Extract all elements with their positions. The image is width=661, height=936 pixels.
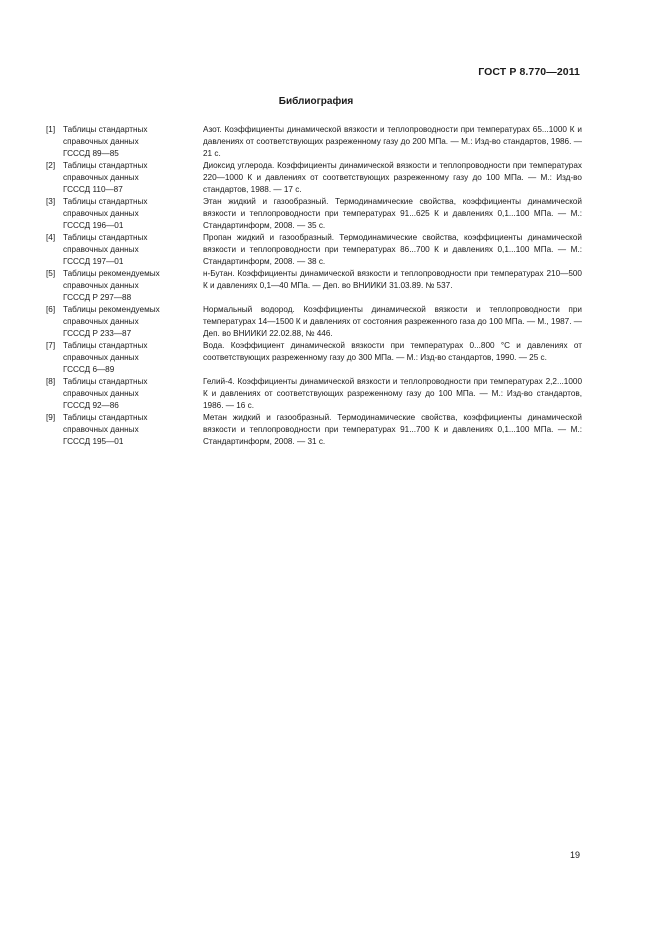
entry-description: Пропан жидкий и газообразный. Термодинамические свойства, коэффициенты динамической вязкости и теплопроводности при температурах 86...700 К и давлениях 0,1...100 МПа. — М.: Стандартинформ, 2008. — 38 с.	[203, 233, 582, 266]
entry-source	[63, 124, 203, 160]
entry-source-line: ГСССД Р 233—87	[63, 329, 132, 338]
entry-number: [5]	[46, 269, 56, 278]
entry-source-line: Таблицы стандартных	[63, 197, 148, 206]
entry-source-line: Таблицы стандартных	[63, 341, 148, 350]
entry-description: Вода. Коэффициент динамической вязкости при температурах 0...800 °С и давлениях от соответствующих разреженному газу до 300 МПа. — М.: Изд-во стандартов, 1990. — 25 с.	[203, 341, 582, 362]
entry-source-line: справочных данных	[63, 137, 139, 146]
entry-source-line: справочных данных	[63, 425, 139, 434]
entry-source	[63, 304, 203, 340]
entry-source-line: справочных данных	[63, 353, 139, 362]
entry-description: Диоксид углерода. Коэффициенты динамической вязкости и теплопроводности при температурах 220—1000 К и давлениях от соответствующих разреженному газу до 100 МПа. — М.: Изд-во стандартов, 1988. — 17 с.	[203, 161, 582, 194]
entry-source-line: Таблицы стандартных	[63, 413, 148, 422]
entry-source-line: Таблицы стандартных	[63, 161, 148, 170]
bibliography-entry	[46, 160, 582, 196]
entry-source-line: ГСССД 89—85	[63, 149, 119, 158]
entry-number: [3]	[46, 197, 56, 206]
entry-number: [2]	[46, 161, 56, 170]
entry-source-line: ГСССД 110—87	[63, 185, 123, 194]
entry-source-line: справочных данных	[63, 245, 139, 254]
page-title: Библиография	[278, 96, 354, 107]
entry-source	[63, 196, 203, 232]
page-number: 19	[569, 850, 580, 860]
bibliography-entry	[46, 340, 582, 376]
entry-source	[63, 160, 203, 196]
bibliography-entry	[46, 196, 582, 232]
entry-source	[63, 412, 203, 448]
bibliography-entry	[46, 376, 582, 412]
entry-source	[63, 268, 203, 304]
entry-source	[63, 376, 203, 412]
entry-number: [6]	[46, 305, 56, 314]
entry-source-line: ГСССД 197—01	[63, 257, 124, 266]
entry-source-line: справочных данных	[63, 281, 139, 290]
entry-source-line: ГСССД 6—89	[63, 365, 115, 374]
entry-description: Нормальный водород. Коэффициенты динамической вязкости и теплопроводности при температурах 14—1500 К и давлениях от состояния разреженного газа до 100 МПа. — М., 1987. — Деп. во ВНИИКИ 22.02.88, № 446.	[203, 305, 582, 338]
bibliography-entry	[46, 412, 582, 448]
entry-source-line: ГСССД 196—01	[63, 221, 124, 230]
entry-source	[63, 232, 203, 268]
bibliography-list	[46, 124, 582, 448]
entry-number: [4]	[46, 233, 56, 242]
bibliography-entry	[46, 268, 582, 304]
bibliography-entry	[46, 124, 582, 160]
entry-source-line: Таблицы стандартных	[63, 377, 148, 386]
entry-source	[63, 340, 203, 376]
entry-source-line: ГСССД 195—01	[63, 437, 124, 446]
entry-description: Гелий-4. Коэффициенты динамической вязкости и теплопроводности при температурах 2,2...1000 К и давлениях от соответствующих разреженному газу до 100 МПа. — М.: Изд-во стандартов, 1986. — 16 с.	[203, 377, 582, 410]
entry-source-line: справочных данных	[63, 389, 139, 398]
entry-description: Азот. Коэффициенты динамической вязкости и теплопроводности при температурах 65...1000 К и давлениях от соответствующих разреженному газу до 200 МПа. — М.: Изд-во стандартов, 1986. — 21 с.	[203, 125, 582, 158]
bibliography-entry	[46, 304, 582, 340]
entry-source-line: Таблицы рекомендуемых	[63, 305, 160, 314]
entry-number: [7]	[46, 341, 56, 350]
bibliography-entry	[46, 232, 582, 268]
entry-number: [9]	[46, 413, 56, 422]
entry-description: Метан жидкий и газообразный. Термодинамические свойства, коэффициенты динамической вязкости и теплопроводности при температурах 91...700 К и давлениях 0,1...100 МПа. — М.: Стандартинформ, 2008. — 31 с.	[203, 413, 582, 446]
entry-source-line: справочных данных	[63, 209, 139, 218]
entry-source-line: ГСССД 92—86	[63, 401, 119, 410]
entry-source-line: Таблицы рекомендуемых	[63, 269, 160, 278]
entry-number: [8]	[46, 377, 56, 386]
entry-number: [1]	[46, 125, 56, 134]
entry-source-line: справочных данных	[63, 317, 139, 326]
entry-source-line: справочных данных	[63, 173, 139, 182]
entry-description: Этан жидкий и газообразный. Термодинамические свойства, коэффициенты динамической вязкости и теплопроводности при температурах 91...625 К и давлениях 0,1...100 МПа. — М.: Стандартинформ, 2008. — 35 с.	[203, 197, 582, 230]
entry-source-line: Таблицы стандартных	[63, 233, 148, 242]
entry-source-line: ГСССД Р 297—88	[63, 293, 132, 302]
document-header: ГОСТ Р 8.770—2011	[478, 66, 580, 78]
entry-source-line: Таблицы стандартных	[63, 125, 148, 134]
entry-description: н-Бутан. Коэффициенты динамической вязкости и теплопроводности при температурах 210—500 К и давлениях 0,1—40 МПа. — Деп. во ВНИИКИ 31.03.89. № 537.	[203, 269, 582, 290]
